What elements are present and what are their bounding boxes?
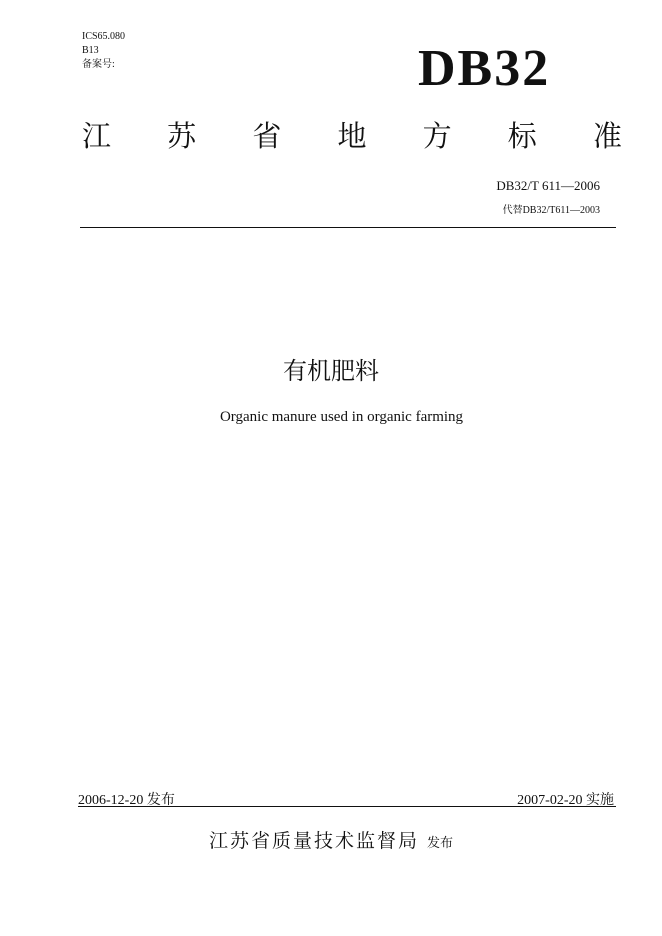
title-char: 江: [82, 119, 112, 153]
publisher-name: 江苏省质量技术监督局: [208, 830, 419, 852]
classification-code: B13: [82, 45, 99, 56]
ics-code: ICS65.080: [82, 31, 126, 42]
title-char: 准: [592, 119, 622, 153]
title-char: 地: [337, 119, 367, 153]
title-char: 苏: [167, 119, 197, 153]
publisher-suffix: 发布: [427, 836, 454, 851]
title-char: 省: [252, 119, 282, 153]
standard-code-logo: DB32: [418, 40, 551, 97]
title-char: 标: [507, 119, 537, 153]
document-title-en: Organic manure used in organic farming: [219, 409, 464, 425]
publish-date: 2006-12-20 发布: [78, 793, 175, 808]
implement-date: 2007-02-20 实施: [517, 793, 614, 808]
document-title-cn: 有机肥料: [283, 357, 379, 385]
title-char: 方: [422, 119, 452, 153]
publisher-line: [0, 826, 662, 853]
replaces-standard: 代替DB32/T611—2003: [502, 205, 600, 216]
record-number-label: 备案号:: [82, 59, 115, 70]
standard-number: DB32/T 611—2006: [496, 178, 600, 193]
footer-divider: [78, 806, 616, 807]
header-divider: [80, 227, 616, 228]
standard-type-title: [82, 116, 622, 156]
